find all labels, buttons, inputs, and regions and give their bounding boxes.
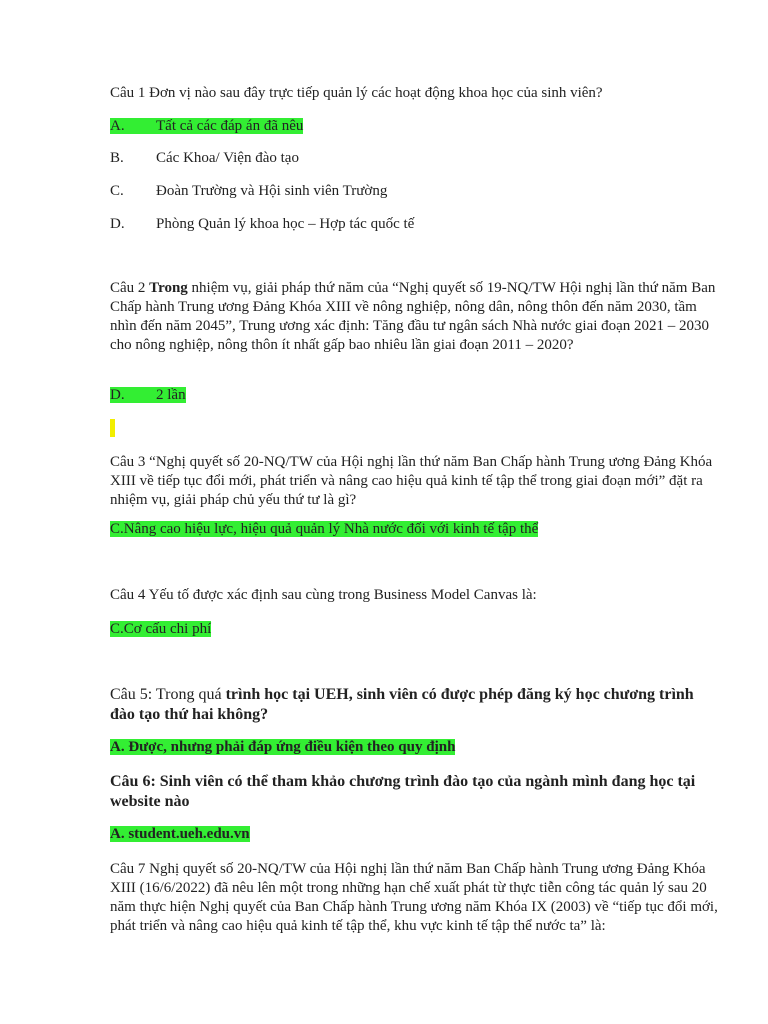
q2-answer-highlight xyxy=(110,387,186,403)
question-1: Câu 1 Đơn vị nào sau đây trực tiếp quản lý các hoạt động khoa học của sinh viên? xyxy=(110,85,603,101)
option-letter: B. xyxy=(110,150,124,166)
q1-option-a xyxy=(110,117,303,136)
question-number: Câu 2 xyxy=(110,280,150,296)
question-3: Câu 3 “Nghị quyết số 20-NQ/TW của Hội nghị lần thứ năm Ban Chấp hành Trung ương Đảng Khóa XIII về tiếp tục đổi mới, phát triển và nâng cao hiệu quả kinh tế tập thể trong giai đoạn mới” đặt ra nhiệm vụ, giải pháp chủ yếu thứ tư là gì? xyxy=(110,454,713,508)
option-text: Các Khoa/ Viện đào tạo xyxy=(156,150,299,166)
question-4: Câu 4 Yếu tố được xác định sau cùng trong Business Model Canvas là: xyxy=(110,587,537,603)
q5-answer xyxy=(110,738,455,757)
q1-option-d xyxy=(110,215,414,234)
question-bold-word: Trong xyxy=(149,280,188,296)
q1-option-b xyxy=(110,149,299,168)
option-text: Đoàn Trường và Hội sinh viên Trường xyxy=(156,183,388,199)
option-letter: D. xyxy=(110,387,125,403)
option-letter: C. xyxy=(110,183,124,199)
option-letter: D. xyxy=(110,216,125,232)
question-text: nhiệm vụ, giải pháp thứ năm của “Nghị quyết số 19-NQ/TW Hội nghị lần thứ năm Ban Chấp hành Trung ương Đảng Khóa XIII về nông nghiệp, nông dân, nông thôn đến năm 2030, tầm nhìn đến năm 2045”, Trung ương xác định: Tăng đầu tư ngân sách Nhà nước giai đoạn 2021 – 2030 cho nông nghiệp, nông thôn ít nhất gấp bao nhiêu lần giai đoạn 2011 – 2020? xyxy=(110,280,716,353)
question-5 xyxy=(110,685,720,725)
q3-answer-text: C.Nâng cao hiệu lực, hiệu quả quản lý Nhà nước đối với kinh tế tập thể xyxy=(110,521,539,537)
q3-answer xyxy=(110,520,538,539)
q1-option-a-highlight xyxy=(110,118,303,134)
q6-answer xyxy=(110,825,250,844)
question-text: trình học tại UEH, sinh viên có được phép đăng ký học chương trình đào tạo thứ hai không? xyxy=(110,686,694,723)
option-letter: A. xyxy=(110,118,125,134)
option-text: Phòng Quản lý khoa học – Hợp tác quốc tế xyxy=(156,216,415,232)
q4-answer-text: C.Cơ cấu chi phí xyxy=(110,621,212,637)
question-7: Câu 7 Nghị quyết số 20-NQ/TW của Hội nghị lần thứ năm Ban Chấp hành Trung ương Đảng Khóa XIII (16/6/2022) đã nêu lên một trong những hạn chế xuất phát từ thực tiễn công tác quản lý sau 20 năm thực hiện Nghị quyết của Ban Chấp hành Trung ương năm Khóa IX (2003) về “tiếp tục đổi mới, phát triển và nâng cao hiệu quả kinh tế tập thể, khu vực kinh tế tập thể nước ta” là: xyxy=(110,861,718,934)
q4-answer xyxy=(110,620,211,639)
q6-answer-text: A. student.ueh.edu.vn xyxy=(110,826,250,842)
question-6: Câu 6: Sinh viên có thể tham khảo chương trình đào tạo của ngành mình đang học tại website nào xyxy=(110,773,696,810)
q2-answer xyxy=(110,386,186,405)
option-text: 2 lần xyxy=(156,387,186,403)
text-cursor-marker xyxy=(110,419,115,437)
question-2 xyxy=(110,279,720,355)
q1-option-c xyxy=(110,182,387,201)
question-lead: Câu 5: Trong quá xyxy=(110,686,226,703)
q5-answer-text: A. Được, nhưng phải đáp ứng điều kiện theo quy định xyxy=(110,739,456,755)
option-text: Tất cả các đáp án đã nêu xyxy=(156,118,304,134)
